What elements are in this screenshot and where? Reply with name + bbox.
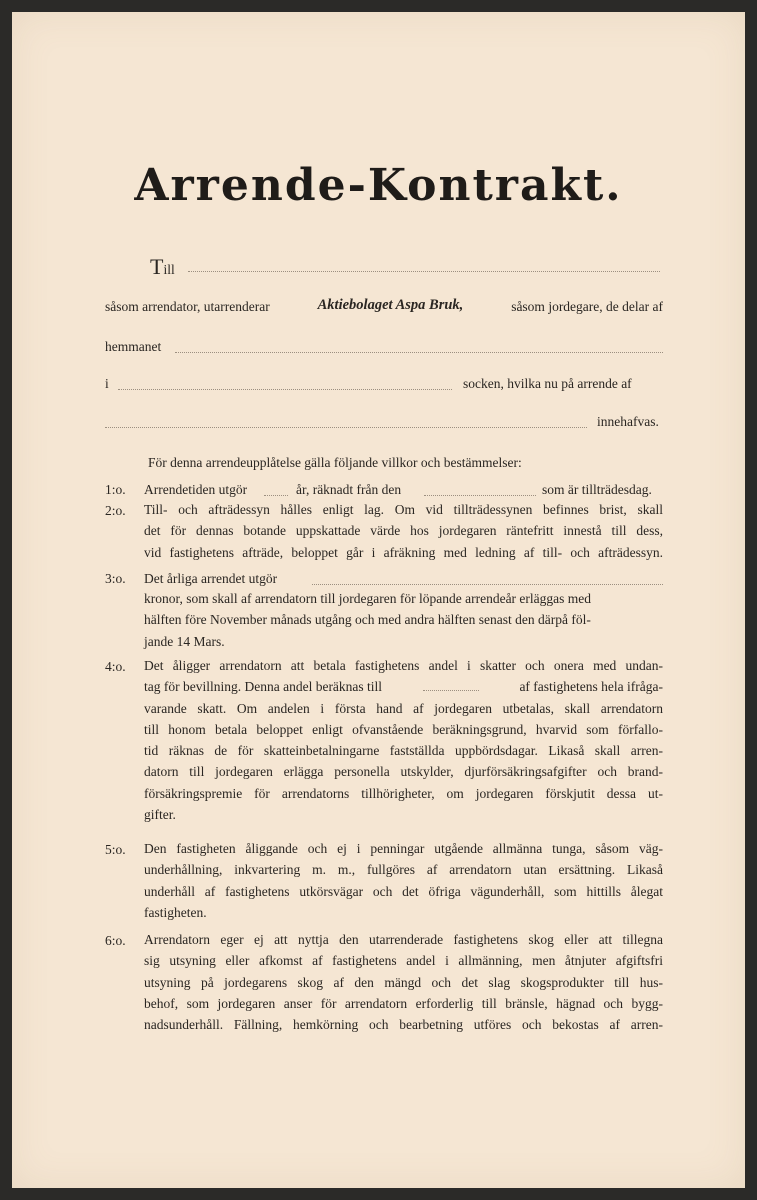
clause-5-line: fastigheten. (144, 904, 207, 920)
clause-4-line-2 (144, 676, 663, 697)
clause-3-line: hälften före November månads utgång och med andra hälften senast den därpå föl- (144, 612, 591, 628)
clause-4-number: 4:o. (105, 659, 126, 674)
clause-2-line: det för dennas botande uppskattade värde hos jordegaren räntefritt innestå till dess, (144, 523, 663, 539)
company-name: Aktiebolaget Aspa Bruk, (317, 297, 464, 313)
clause-4-line: varande skatt. Om andelen i första hand af jordegaren utbetalas, skall arrendatorn (144, 700, 663, 716)
clause-4-text-2b: af fastighetens hela ifråga- (519, 679, 663, 695)
clause-5-line: underhåll af fastighetens utkörsvägar och det öfriga vägunderhåll, som hittills ålegat (144, 883, 663, 899)
socken-fill-line (118, 389, 452, 390)
document-title: Arrende-Kontrakt. (134, 160, 623, 211)
intro-text: För denna arrendeupplåtelse gälla följande villkor och bestämmelser: (148, 455, 522, 470)
clause-1-date-fill (424, 495, 536, 496)
clause-4-line: datorn till jordegaren erlägga personella utskylder, djurförsäkringsafgifter och brand- (144, 764, 663, 780)
clause-4-line: till honom betala beloppet enligt ofvanstående beräkningsgrund, hvarvid som förfallo- (144, 721, 663, 737)
lessor-text-a: såsom arrendator, utarrenderar (105, 299, 270, 314)
clause-4-line: Det åligger arrendatorn att betala fastighetens andel i skatter och onera med undan- (144, 658, 663, 673)
till-fill-line (188, 271, 660, 272)
clause-5-number: 5:o. (105, 842, 126, 857)
clause-6-body (144, 929, 663, 1035)
clause-3-text-a: Det årliga arrendet utgör (144, 571, 278, 586)
hemmanet-fill-line (175, 352, 663, 353)
clause-1-years-fill (264, 495, 288, 496)
clause-3-body (144, 588, 663, 652)
clause-1-text-b: år, räknadt från den (296, 482, 402, 497)
hemmanet-label: hemmanet (105, 339, 162, 354)
clause-4-line: tid räknas de för skatteinbetalningarne fastställda uppbördsdagar. Likaså skall arren- (144, 743, 663, 759)
tenant-fill-line (105, 427, 587, 428)
clause-5-line: underhållning, inkvartering m. m., fullgöres af arrendatorn utan ersättning. Likaså (144, 862, 663, 878)
clause-6-number: 6:o. (105, 933, 126, 948)
clause-6-line: nadsunderhåll. Fällning, hemkörning och bearbetning utföres och bekostas af arren- (144, 1017, 663, 1033)
clause-3-rent-fill (312, 584, 663, 585)
clause-2-number: 2:o. (105, 503, 126, 518)
clause-6-line: Arrendatorn eger ej att nyttja den utarrenderade fastighetens skog eller att tillegna (144, 932, 663, 947)
clause-4-text-2a: tag för bevillning. Denna andel beräknas till (144, 679, 383, 695)
clause-6-line: sig utsyning eller afkomst af fastighetens andel i allmänning, men åtnjuter afgiftsfri (144, 953, 663, 969)
till-rest: ill (163, 262, 175, 277)
till-initial: T (150, 254, 164, 279)
clause-1-text-a: Arrendetiden utgör (144, 482, 248, 497)
clause-4-line: försäkringspremie för arrendatorns tillhörigheter, om jordegaren förskjutit dessa ut- (144, 785, 663, 801)
clause-2-line: vid fastighetens afträde, beloppet går i afräkning med ledning af till- och afträdessyn. (144, 544, 663, 560)
clause-6-line: utsyning på jordegarens skog af den mängd och det slag skogsprodukter till hus- (144, 974, 663, 990)
socken-text: socken, hvilka nu på arrende af (463, 376, 632, 391)
clause-1-text-c: som är tillträdesdag. (542, 482, 652, 497)
clause-5-body (144, 838, 663, 923)
lessor-text-b: såsom jordegare, de delar af (511, 299, 663, 314)
clause-4-share-fill (423, 680, 479, 691)
clause-4-line: gifter. (144, 807, 176, 823)
clause-5-line: Den fastigheten åliggande och ej i penningar utgående allmänna tunga, såsom väg- (144, 841, 663, 856)
clause-2-body (144, 499, 663, 563)
clause-1-number: 1:o. (105, 482, 126, 497)
clause-3-line: jande 14 Mars. (144, 633, 225, 649)
contract-page (12, 12, 745, 1188)
clause-6-line: behof, som jordegaren anser för arrendatorn erforderlig till bränsle, hägnad och bygg- (144, 995, 663, 1011)
innehafvas-text: innehafvas. (597, 414, 659, 429)
clause-2-line: Till- och afträdessyn hålles enligt lag. Om vid tillträdessynen befinnes brist, skall (144, 502, 663, 517)
clause-4-body (144, 655, 663, 825)
till-label (150, 254, 175, 280)
clause-3-number: 3:o. (105, 571, 126, 586)
clause-3-line: kronor, som skall af arrendatorn till jordegaren för löpande arrendeår erläggas med (144, 591, 592, 606)
i-label: i (105, 376, 109, 391)
lessor-line (105, 299, 663, 315)
